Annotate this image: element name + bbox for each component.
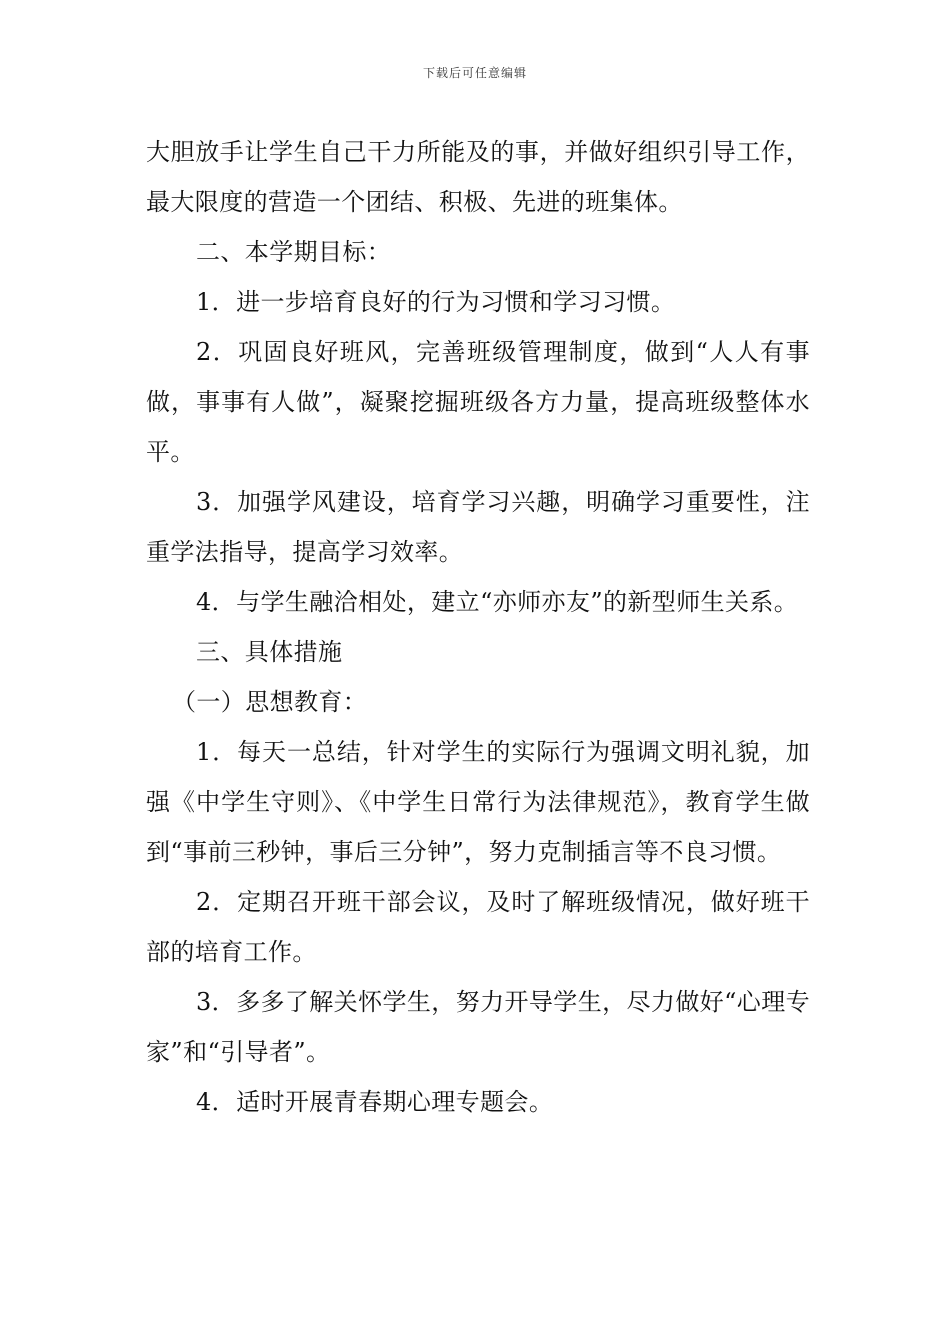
measure-item-3: 3．多多了解关怀学生，努力开导学生，尽力做好“心理专家”和“引导者”。	[146, 988, 810, 1066]
document-body	[146, 127, 810, 1127]
measure-item-4: 4．适时开展青春期心理专题会。	[196, 1088, 554, 1116]
paragraph-intro: 大胆放手让学生自己干力所能及的事，并做好组织引导工作，最大限度的营造一个团结、积极、先进的班集体。	[146, 138, 810, 216]
section-heading-measures: 三、具体措施	[196, 638, 343, 666]
subsection-heading-ideology: （一）思想教育：	[172, 688, 368, 716]
page-header: 下载后可任意编辑	[422, 66, 527, 80]
section-heading-goals: 二、本学期目标：	[196, 238, 392, 266]
measure-item-1: 1．每天一总结，针对学生的实际行为强调文明礼貌，加强《中学生守则》、《中学生日常行为法律规范》，教育学生做到“事前三秒钟，事后三分钟”，努力克制插言等不良习惯。	[146, 738, 810, 866]
goal-item-1: 1．进一步培育良好的行为习惯和学习习惯。	[196, 288, 676, 316]
goal-item-2: 2．巩固良好班风，完善班级管理制度，做到“人人有事做，事事有人做”，凝聚挖掘班级各方力量，提高班级整体水平。	[146, 338, 810, 466]
goal-item-4: 4．与学生融洽相处，建立“亦师亦友”的新型师生关系。	[196, 588, 799, 616]
goal-item-3: 3．加强学风建设，培育学习兴趣，明确学习重要性，注重学法指导，提高学习效率。	[146, 488, 810, 566]
measure-item-2: 2．定期召开班干部会议，及时了解班级情况，做好班干部的培育工作。	[146, 888, 810, 966]
